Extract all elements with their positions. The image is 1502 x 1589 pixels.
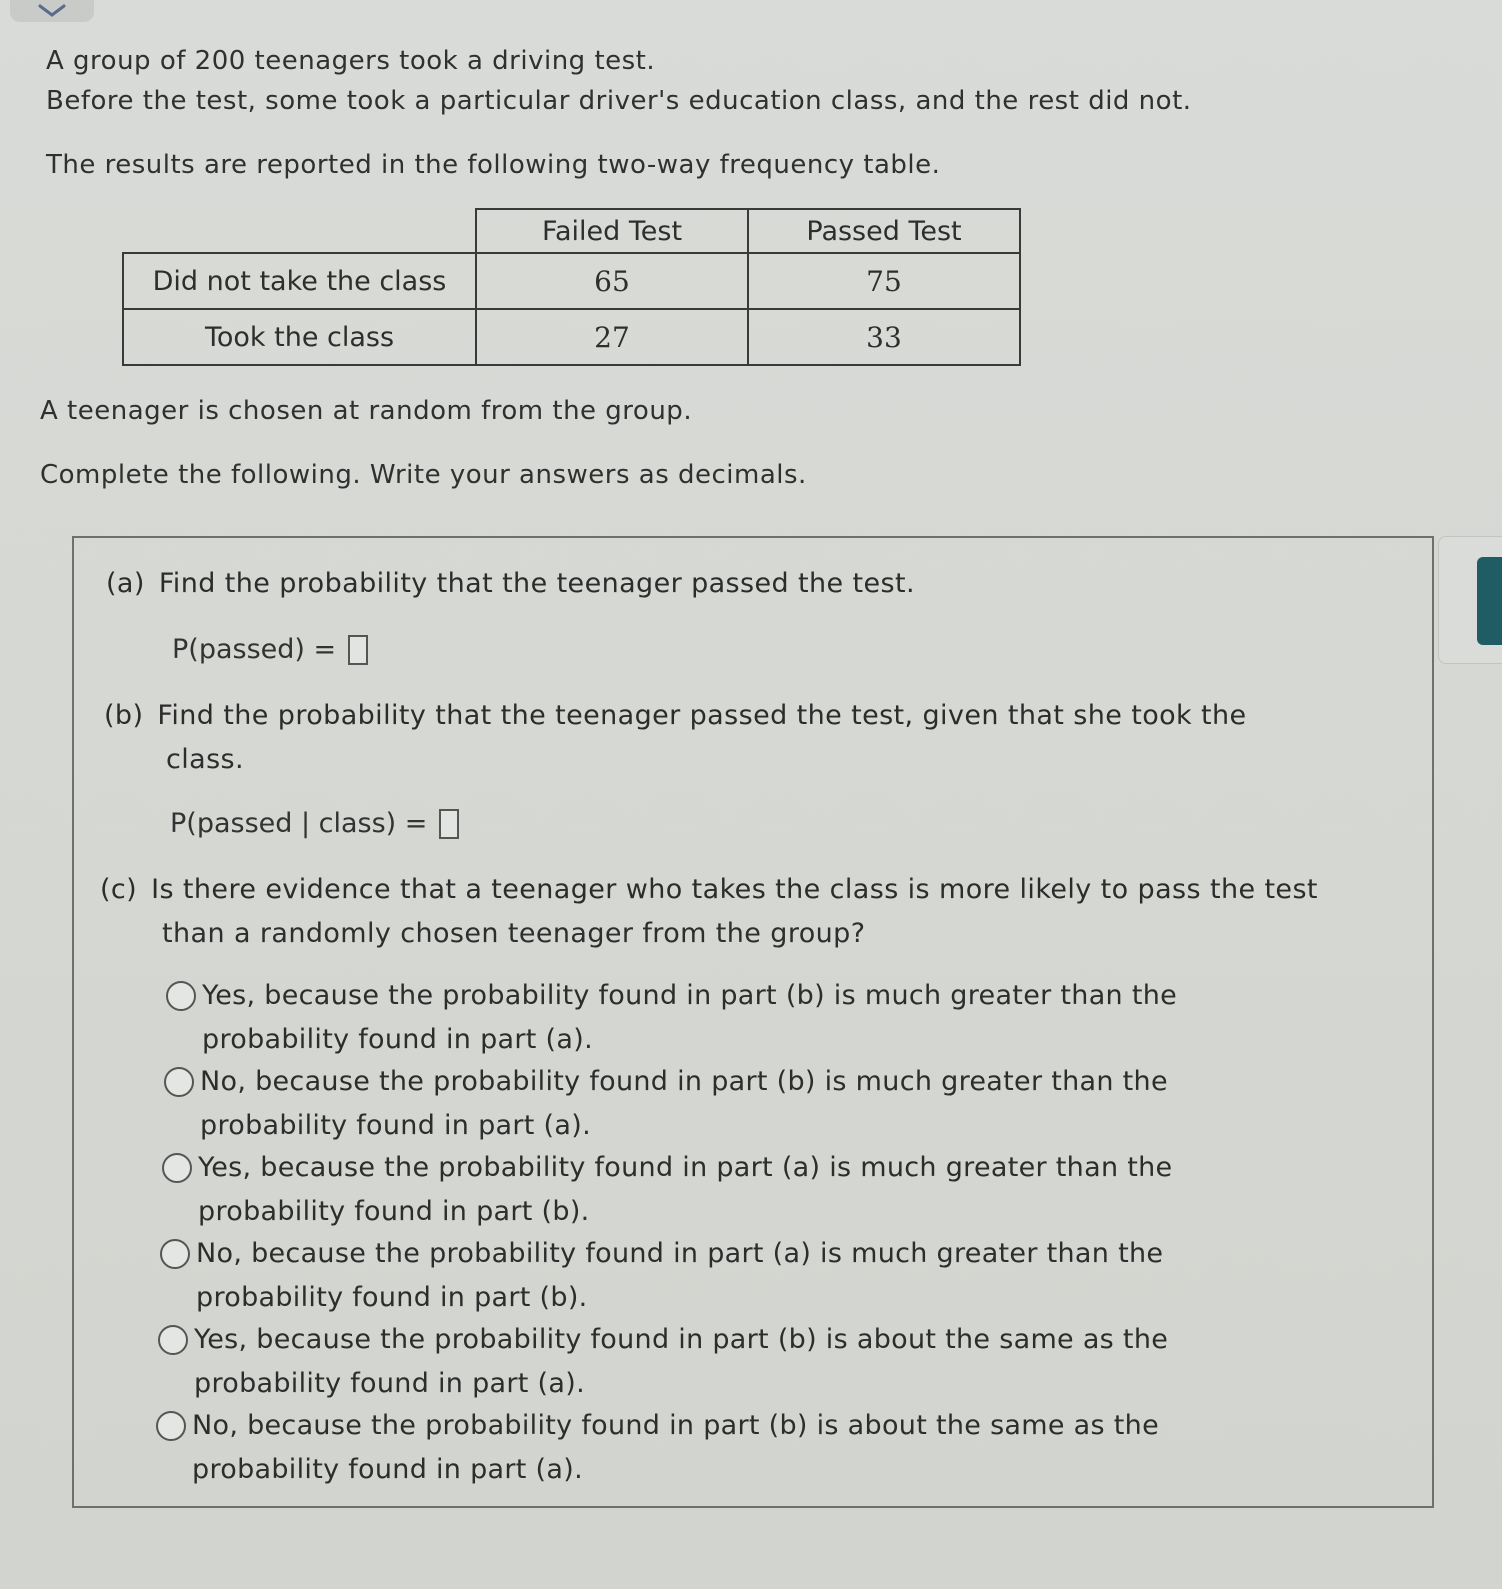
part-b-formula-label: P(passed | class) = bbox=[170, 808, 428, 839]
option-2-line-1: No, because the probability found in part (b) is much greater than the bbox=[200, 1066, 1168, 1097]
option-5[interactable] bbox=[158, 1318, 1168, 1406]
instruction-line-1: A teenager is chosen at random from the group. bbox=[40, 396, 693, 426]
part-a-answer-input[interactable] bbox=[348, 635, 368, 665]
chevron-down-icon bbox=[34, 3, 70, 19]
instruction-line-2: Complete the following. Write your answers as decimals. bbox=[40, 460, 807, 490]
option-5-line-2: probability found in part (a). bbox=[194, 1368, 585, 1399]
cell-not-take-passed: 75 bbox=[748, 253, 1020, 309]
cell-took-failed: 27 bbox=[476, 309, 748, 365]
option-3-line-2: probability found in part (b). bbox=[198, 1196, 590, 1227]
row-header-took-class: Took the class bbox=[123, 309, 476, 365]
part-b-formula bbox=[170, 808, 459, 839]
part-c-question-cont: than a randomly chosen teenager from the group? bbox=[162, 918, 866, 949]
part-b-answer-input[interactable] bbox=[439, 809, 459, 839]
column-header-passed: Passed Test bbox=[748, 209, 1020, 253]
option-5-line-1: Yes, because the probability found in part (b) is about the same as the bbox=[194, 1324, 1169, 1355]
part-b-question-cont: class. bbox=[166, 744, 245, 775]
part-a-question bbox=[106, 568, 915, 599]
part-c-label: (c) bbox=[100, 874, 138, 905]
option-4[interactable] bbox=[160, 1232, 1163, 1320]
radio-button[interactable] bbox=[166, 981, 196, 1011]
option-3[interactable] bbox=[162, 1146, 1172, 1234]
intro-line-2: Before the test, some took a particular driver's education class, and the rest did not. bbox=[46, 86, 1192, 116]
option-3-line-1: Yes, because the probability found in part (a) is much greater than the bbox=[198, 1152, 1173, 1183]
cell-not-take-failed: 65 bbox=[476, 253, 748, 309]
table-corner bbox=[123, 209, 476, 253]
column-header-failed: Failed Test bbox=[476, 209, 748, 253]
option-6[interactable] bbox=[156, 1404, 1159, 1492]
row-header-not-take-class: Did not take the class bbox=[123, 253, 476, 309]
part-c-question bbox=[100, 874, 1318, 905]
part-b-label: (b) bbox=[104, 700, 144, 731]
side-handle-bar bbox=[1477, 557, 1502, 645]
option-4-line-1: No, because the probability found in part (a) is much greater than the bbox=[196, 1238, 1164, 1269]
option-4-line-2: probability found in part (b). bbox=[196, 1282, 588, 1313]
radio-button[interactable] bbox=[162, 1153, 192, 1183]
side-panel-handle[interactable] bbox=[1438, 536, 1502, 664]
option-1-line-2: probability found in part (a). bbox=[202, 1024, 593, 1055]
radio-button[interactable] bbox=[158, 1325, 188, 1355]
radio-button[interactable] bbox=[156, 1411, 186, 1441]
part-a-text: Find the probability that the teenager passed the test. bbox=[158, 568, 915, 599]
intro-line-3: The results are reported in the following two-way frequency table. bbox=[46, 150, 941, 180]
intro-line-1: A group of 200 teenagers took a driving test. bbox=[46, 46, 656, 76]
option-1-line-1: Yes, because the probability found in part (b) is much greater than the bbox=[202, 980, 1178, 1011]
part-b-question bbox=[104, 700, 1247, 731]
part-a-label: (a) bbox=[106, 568, 145, 599]
table-row bbox=[123, 253, 1020, 309]
radio-button[interactable] bbox=[164, 1067, 194, 1097]
part-a-formula-label: P(passed) = bbox=[172, 634, 337, 665]
option-2-line-2: probability found in part (a). bbox=[200, 1110, 591, 1141]
radio-button[interactable] bbox=[160, 1239, 190, 1269]
option-6-line-2: probability found in part (a). bbox=[192, 1454, 583, 1485]
collapse-tab[interactable] bbox=[10, 0, 94, 22]
option-6-line-1: No, because the probability found in part (b) is about the same as the bbox=[192, 1410, 1159, 1441]
table-header-row bbox=[123, 209, 1020, 253]
frequency-table bbox=[122, 208, 1021, 366]
part-b-text: Find the probability that the teenager passed the test, given that she took the bbox=[157, 700, 1247, 731]
part-c-text: Is there evidence that a teenager who takes the class is more likely to pass the test bbox=[151, 874, 1318, 905]
cell-took-passed: 33 bbox=[748, 309, 1020, 365]
option-2[interactable] bbox=[164, 1060, 1168, 1148]
option-1[interactable] bbox=[166, 974, 1177, 1062]
table-row bbox=[123, 309, 1020, 365]
part-a-formula bbox=[172, 634, 368, 665]
